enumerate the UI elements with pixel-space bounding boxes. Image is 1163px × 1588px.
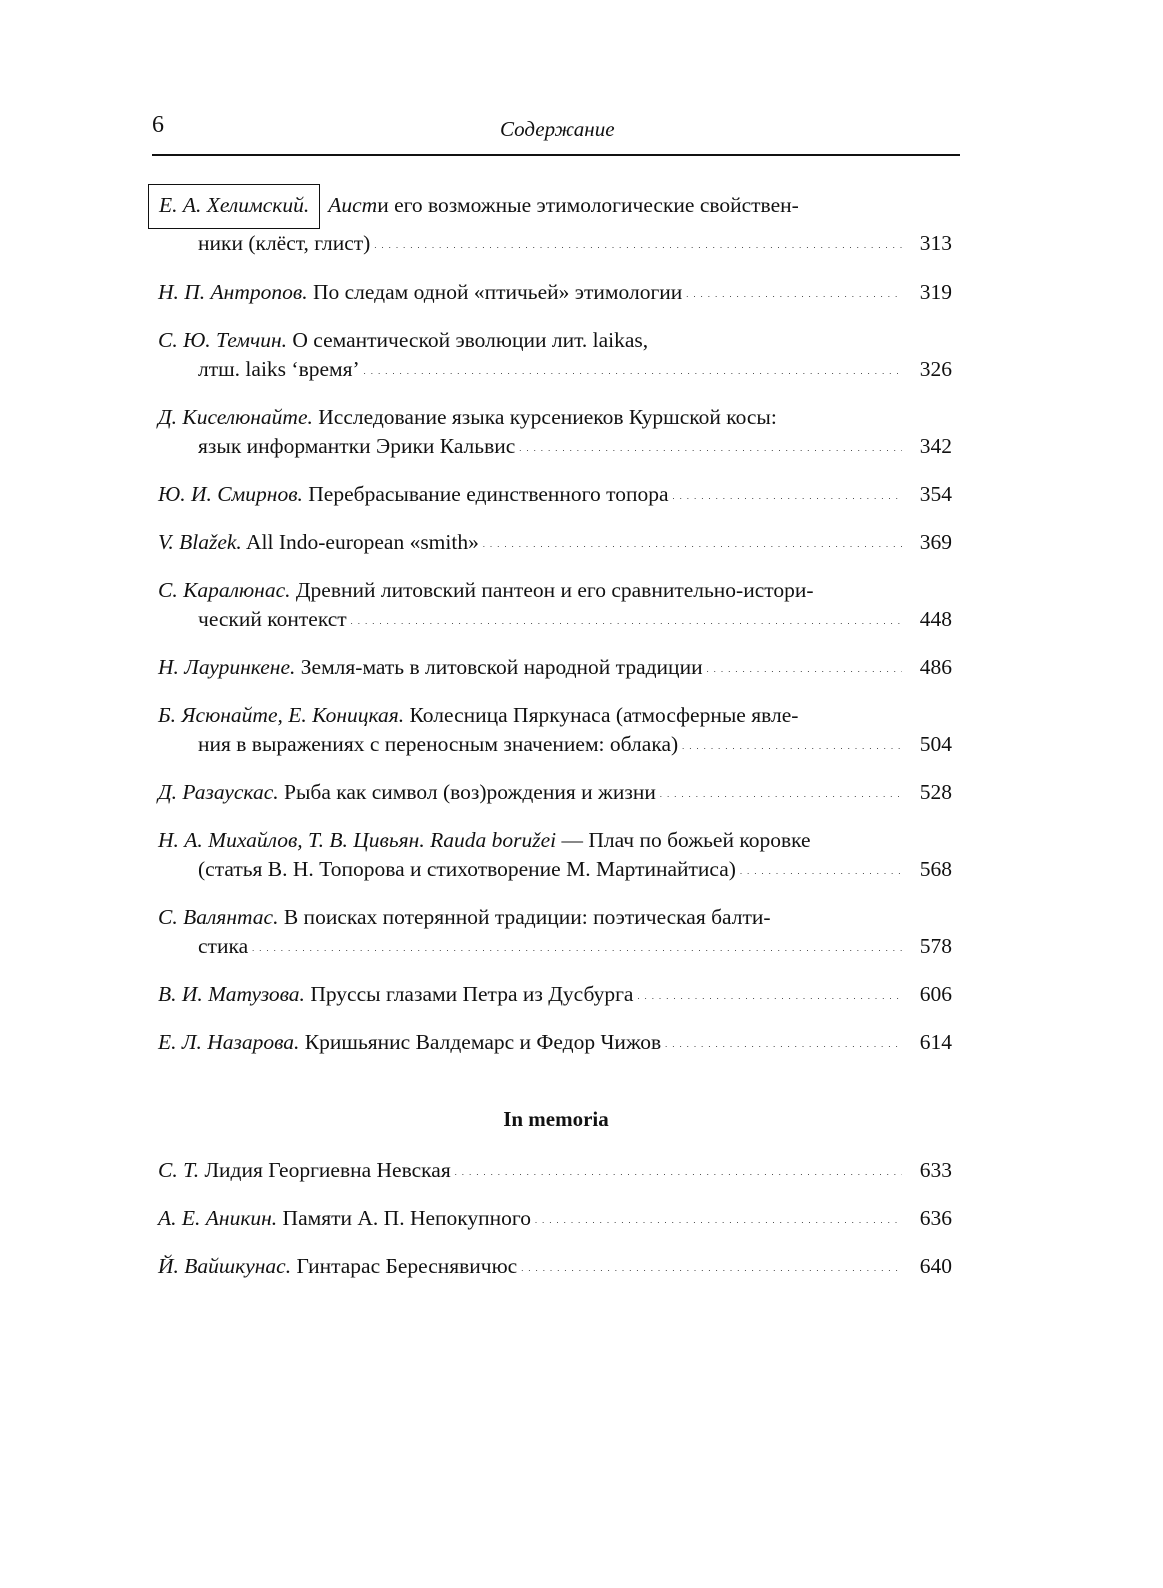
toc-author: Б. Ясюнайте, Е. Коницкая. [158, 703, 405, 727]
toc-title-line1: и его возможные этимологические свойствен- [377, 193, 799, 217]
memoria-entry [152, 1156, 960, 1189]
toc-entry [152, 480, 960, 513]
toc-entry [152, 826, 960, 888]
toc-entry [152, 1028, 960, 1061]
header-rule [152, 154, 960, 156]
toc-entry [152, 190, 960, 262]
memoria-entry [152, 1204, 960, 1237]
toc-author: Ю. И. Смирнов. [158, 482, 303, 506]
dot-leader [351, 603, 902, 636]
toc-entry [152, 326, 960, 388]
toc-title-line1: Рыба как символ (воз)рождения и жизни [278, 780, 656, 804]
dot-leader [686, 276, 902, 309]
toc-title-line2: ники (клёст, глист) [198, 231, 371, 255]
running-head: Содержание [500, 117, 615, 141]
dot-leader [707, 651, 902, 684]
toc-page: 342 [919, 434, 952, 458]
toc-title-line1: All Indo-european «smith» [241, 530, 479, 554]
toc-author: Д. Разаускас. [158, 780, 279, 804]
toc-page: 369 [919, 530, 952, 554]
toc-title-line2: ния в выражениях с переносным значением: облака) [198, 732, 679, 756]
toc-page: 448 [919, 607, 952, 631]
toc-title-line1: Земля-мать в литовской народной традиции [295, 655, 703, 679]
toc-entry [152, 653, 960, 686]
toc-page: 486 [919, 655, 952, 679]
section-heading: In memoria [503, 1107, 609, 1131]
toc-author: С. Ю. Темчин. [158, 328, 287, 352]
toc-page: 354 [919, 482, 952, 506]
dot-leader [455, 1154, 902, 1187]
toc-title-line1: Пруссы глазами Петра из Дусбурга [304, 982, 634, 1006]
toc-page: 326 [919, 357, 952, 381]
toc-author: Н. А. Михайлов, Т. В. Цивьян. [158, 828, 425, 852]
toc-title-line1: О семантической эволюции лит. laikas, [287, 328, 649, 352]
toc-author: В. И. Матузова. [158, 982, 305, 1006]
dot-leader [740, 853, 902, 886]
toc-page: 614 [919, 1030, 952, 1054]
toc-page: 528 [919, 780, 952, 804]
toc-entry [152, 278, 960, 311]
dot-leader [535, 1202, 902, 1235]
toc-title-line2: язык информантки Эрики Кальвис [198, 434, 516, 458]
toc-page: 568 [919, 857, 952, 881]
toc-entry [152, 980, 960, 1013]
toc-page: 504 [919, 732, 952, 756]
dot-leader [519, 430, 902, 463]
toc-title-line1: Исследование языка курсениеков Куршской косы: [312, 405, 777, 429]
table-of-contents [152, 190, 960, 1300]
toc-entry [152, 778, 960, 811]
toc-title-line1: В поисках потерянной традиции: поэтическая балти- [278, 905, 771, 929]
toc-title-line1: Перебрасывание единственного топора [302, 482, 669, 506]
toc-author: С. Каралюнас. [158, 578, 291, 602]
page-number: 6 [152, 112, 164, 138]
toc-author: С. Т. [158, 1158, 200, 1182]
dot-leader [483, 526, 902, 559]
dot-leader [252, 930, 902, 963]
toc-page: 640 [919, 1254, 952, 1278]
toc-author: Е. Л. Назарова. [158, 1030, 300, 1054]
dot-leader [660, 776, 902, 809]
toc-author-boxed: Е. А. Хелимский. [148, 184, 320, 229]
memoria-entry [152, 1252, 960, 1285]
dot-leader [682, 728, 902, 761]
toc-title-line1: Древний литовский пантеон и его сравнительно-истори- [290, 578, 814, 602]
toc-title-line2: (статья В. Н. Топорова и стихотворение М. Мартинайтиса) [198, 857, 736, 881]
toc-author: Д. Киселюнайте. [158, 405, 313, 429]
toc-author: Н. П. Антропов. [158, 280, 308, 304]
toc-title-line2: лтш. laiks ‘время’ [198, 357, 360, 381]
toc-entry [152, 528, 960, 561]
toc-page: 578 [919, 934, 952, 958]
toc-entry [152, 576, 960, 638]
toc-title-line1: Памяти А. П. Непокупного [277, 1206, 531, 1230]
toc-author: Й. Вайшкунас. [158, 1254, 292, 1278]
toc-entry [152, 403, 960, 465]
dot-leader [374, 227, 902, 260]
toc-title-line1: — Плач по божьей коровке [556, 828, 811, 852]
toc-page: 313 [919, 231, 952, 255]
dot-leader [521, 1250, 902, 1283]
toc-title-line1: Лидия Георгиевна Невская [199, 1158, 451, 1182]
toc-page: 633 [919, 1158, 952, 1182]
dot-leader [364, 353, 902, 386]
dot-leader [665, 1026, 902, 1059]
toc-page: 606 [919, 982, 952, 1006]
toc-author: А. Е. Аникин. [158, 1206, 278, 1230]
toc-author: V. Blažek. [158, 530, 242, 554]
toc-title-italic: Аист [328, 193, 378, 217]
toc-author: С. Валянтас. [158, 905, 279, 929]
toc-title-italic: Rauda boružei [424, 828, 557, 852]
toc-entry [152, 701, 960, 763]
toc-title-line2: стика [198, 934, 249, 958]
toc-entry [152, 903, 960, 965]
toc-page: 319 [919, 280, 952, 304]
toc-title-line2: ческий контекст [198, 607, 347, 631]
toc-page: 636 [919, 1206, 952, 1230]
dot-leader [637, 978, 902, 1011]
toc-title-line1: Гинтарас Береснявичюс [291, 1254, 518, 1278]
toc-title-line1: Кришьянис Валдемарс и Федор Чижов [299, 1030, 662, 1054]
toc-title-line1: По следам одной «птичьей» этимологии [307, 280, 683, 304]
dot-leader [673, 478, 902, 511]
toc-title-line1: Колесница Пяркунаса (атмосферные явле- [404, 703, 799, 727]
toc-author: Н. Лауринкене. [158, 655, 296, 679]
